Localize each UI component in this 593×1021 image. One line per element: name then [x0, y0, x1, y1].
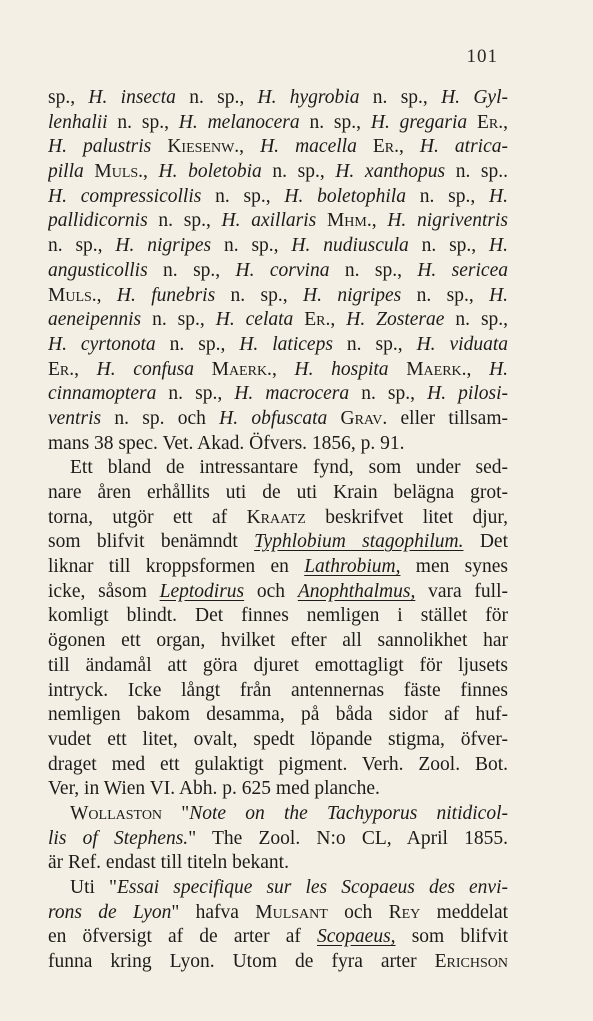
text-line [48, 407, 508, 432]
text-span: torna, utgör ett af [48, 506, 247, 528]
text-span: n. sp., [261, 161, 336, 183]
italic-span: H. obfuscata [219, 407, 328, 429]
text-line [48, 876, 508, 901]
text-span: " hafva [171, 901, 256, 923]
text-span: vara full- [415, 580, 508, 602]
text-span: " The Zool. N:o CL, April 1855. [188, 827, 508, 849]
italic-span: lis of Stephens. [48, 827, 189, 849]
italic-span: angusticollis [48, 259, 148, 281]
italic-span: H. nigripes [303, 284, 402, 306]
small-caps-span: Rey [388, 901, 421, 923]
text-span: som blifvit [395, 926, 508, 948]
small-caps-span: Maerk. [388, 358, 467, 380]
small-caps-span: Er., [467, 111, 508, 133]
italic-span: H. [489, 284, 508, 306]
italic-span: H. insecta [88, 87, 176, 108]
text-line [48, 185, 508, 210]
small-caps-span: Kiesenw. [151, 136, 240, 158]
italic-span: pallidicornis [48, 210, 148, 232]
text-span: intryck. Icke långt från antennernas fäste finnes [48, 679, 508, 701]
text-line [48, 901, 508, 926]
small-caps-span: Muls. [83, 161, 144, 183]
text-span: och [244, 580, 298, 602]
italic-span: H. nigripes [115, 235, 212, 257]
text-span: liknar till kroppsformen en [48, 556, 305, 578]
italic-span: cinnamoptera [48, 383, 157, 405]
text-line [48, 456, 508, 481]
text-span: n. sp., [332, 333, 417, 355]
italic-span: Essai specifique sur les Scopaeus des envi- [116, 877, 508, 898]
italic-span: H. Gyl- [441, 87, 508, 108]
text-line [48, 135, 508, 160]
text-line [48, 86, 508, 111]
text-span: och [327, 901, 389, 923]
italic-span: H. axillaris [221, 210, 317, 232]
text-span: n. sp., [147, 210, 222, 232]
text-span: Ver, in Wien VI. Abh. p. 625 med planche. [48, 778, 380, 800]
text-line [48, 358, 508, 383]
text-span: n. sp., [215, 284, 303, 306]
italic-span: rons de Lyon [48, 901, 172, 923]
text-span: n. sp., [107, 111, 179, 133]
text-line [48, 555, 508, 580]
text-span: beskrifvet litet djur, [305, 506, 508, 528]
text-span: n. sp., [359, 87, 442, 108]
small-caps-span: Erichson [434, 951, 508, 973]
text-span: n. sp., [147, 259, 236, 281]
text-span: , [466, 358, 490, 380]
text-line [48, 604, 508, 629]
text-line [48, 950, 508, 975]
text-line [48, 679, 508, 704]
italic-span: H. confusa [96, 358, 194, 380]
italic-span: H. funebris [116, 284, 216, 306]
text-line [48, 160, 508, 185]
underlined-italic-span: Lathrobium, [304, 556, 401, 578]
text-line [48, 654, 508, 679]
text-span: sp., [48, 87, 89, 108]
text-line [48, 925, 508, 950]
italic-span: H. pilosi- [427, 383, 508, 405]
text-span: n. sp., [444, 309, 508, 331]
text-line [48, 753, 508, 778]
text-span: n. sp.. [445, 161, 508, 183]
text-span: , [96, 284, 117, 306]
text-span: n. sp. och [101, 407, 220, 429]
text-line [48, 209, 508, 234]
italic-span: H. xanthopus [335, 161, 446, 183]
italic-span: H. boletophila [284, 185, 406, 207]
text-span: nare åren erhållits uti de uti Krain belägna grot- [48, 482, 508, 503]
text-span: n. sp., [329, 259, 418, 281]
text-span: nemligen bakom desamma, på båda sidor af huf- [48, 704, 508, 726]
text-span: Uti " [70, 877, 117, 898]
text-span: " [162, 802, 190, 824]
small-caps-span: Er. [48, 358, 75, 380]
italic-span: H. compressicollis [48, 185, 202, 207]
text-span: n. sp., [141, 309, 216, 331]
text-span: n. sp., [405, 185, 490, 207]
text-line [48, 777, 508, 802]
text-line [48, 703, 508, 728]
underlined-italic-span: Typhlobium stagophilum. [254, 531, 464, 553]
underlined-italic-span: Leptodirus [159, 580, 245, 602]
underlined-italic-span: Scopaeus, [317, 926, 396, 948]
italic-span: H. melanocera [178, 111, 300, 133]
italic-span: H. [489, 358, 508, 380]
text-line [48, 111, 508, 136]
text-line [48, 382, 508, 407]
text-span: funna kring Lyon. Utom de fyra arter [48, 951, 435, 973]
italic-span: ventris [48, 407, 102, 429]
page-number: 101 [466, 46, 498, 67]
text-span: meddelat [420, 901, 508, 923]
italic-span: lenhalii [48, 111, 108, 133]
small-caps-span: Kraatz [246, 506, 306, 528]
italic-span: pilla [48, 161, 84, 183]
text-span: n. sp., [48, 235, 116, 257]
text-line [48, 234, 508, 259]
text-span: till ändamål att göra djuret emottagligt för ljusets [48, 654, 508, 676]
text-span: men synes [400, 556, 508, 578]
text-span: n. sp., [211, 235, 292, 257]
text-span: , [330, 309, 347, 331]
text-span: draget med ett gulaktigt pigment. Verh. Zool. Bot. [48, 753, 508, 775]
text-span: n. sp., [156, 383, 235, 405]
text-span: vudet ett litet, ovalt, spedt löpande stigma, öfver- [48, 728, 508, 750]
text-line [48, 580, 508, 605]
text-span: eller tillsam- [387, 407, 508, 429]
text-span: ögonen ett organ, hvilket efter all sannolikhet har [48, 630, 508, 652]
text-span: , [239, 136, 261, 158]
small-caps-span: Er. [356, 136, 399, 158]
text-line [48, 333, 508, 358]
text-span: , [399, 136, 420, 158]
text-span: komligt blindt. Det finnes nemligen i stället för [48, 605, 508, 627]
italic-span: Note on the Tachyporus nitidicol- [189, 802, 508, 824]
italic-span: aeneipennis [48, 309, 142, 331]
italic-span: H. sericea [417, 259, 508, 281]
text-line [48, 308, 508, 333]
italic-span: H. [489, 235, 508, 257]
text-line [48, 432, 508, 457]
small-caps-span: Maerk. [193, 358, 272, 380]
italic-span: H. viduata [416, 333, 508, 355]
text-span: icke, såsom [48, 580, 160, 602]
text-line [48, 802, 508, 827]
text-span: , [143, 161, 159, 183]
text-line [48, 728, 508, 753]
italic-span: H. nigriventris [387, 210, 508, 232]
italic-span: H. corvina [235, 259, 330, 281]
text-span: n. sp., [155, 333, 240, 355]
body-text [48, 86, 508, 975]
text-line [48, 827, 508, 852]
text-span: en öfversigt af de arter af [48, 926, 318, 948]
small-caps-span: Wollaston [70, 802, 163, 824]
text-span: n. sp., [401, 284, 490, 306]
small-caps-span: Grav. [327, 407, 388, 429]
italic-span: H. gregaria [370, 111, 468, 133]
small-caps-span: Er. [293, 309, 331, 331]
italic-span: H. cyrtonota [48, 333, 156, 355]
italic-span: H. hygrobia [257, 87, 360, 108]
text-span: n. sp., [349, 383, 428, 405]
text-line [48, 506, 508, 531]
underlined-italic-span: Anophthalmus, [297, 580, 416, 602]
text-line [48, 530, 508, 555]
text-span: , [271, 358, 295, 380]
text-span: är Ref. endast till titeln bekant. [48, 852, 289, 874]
italic-span: H. boletobia [158, 161, 262, 183]
italic-span: H. Zosterae [346, 309, 445, 331]
small-caps-span: Mulsant [255, 901, 328, 923]
text-span: Ett bland de intressantare fynd, som under sed- [70, 457, 508, 479]
text-span: n. sp., [408, 235, 490, 257]
text-span: , [74, 358, 97, 380]
text-span: som blifvit benämndt [48, 531, 255, 553]
small-caps-span: Mhm. [316, 210, 372, 232]
text-line [48, 259, 508, 284]
italic-span: H. macrocera [234, 383, 350, 405]
italic-span: H. [489, 185, 508, 207]
text-span: n. sp., [299, 111, 371, 133]
italic-span: H. hospita [294, 358, 389, 380]
italic-span: H. atrica- [419, 136, 508, 158]
text-line [48, 629, 508, 654]
text-span: n. sp., [201, 185, 285, 207]
text-span: Det [463, 531, 508, 553]
italic-span: H. nudiuscula [291, 235, 409, 257]
text-line [48, 481, 508, 506]
italic-span: H. laticeps [239, 333, 333, 355]
italic-span: H. palustris [48, 136, 152, 158]
text-span: , [371, 210, 388, 232]
text-span: mans 38 spec. Vet. Akad. Öfvers. 1856, p. 91. [48, 432, 405, 454]
italic-span: H. macella [260, 136, 357, 158]
text-line [48, 851, 508, 876]
text-line [48, 284, 508, 309]
text-span: n. sp., [175, 87, 258, 108]
italic-span: H. celata [215, 309, 294, 331]
small-caps-span: Muls. [48, 284, 97, 306]
